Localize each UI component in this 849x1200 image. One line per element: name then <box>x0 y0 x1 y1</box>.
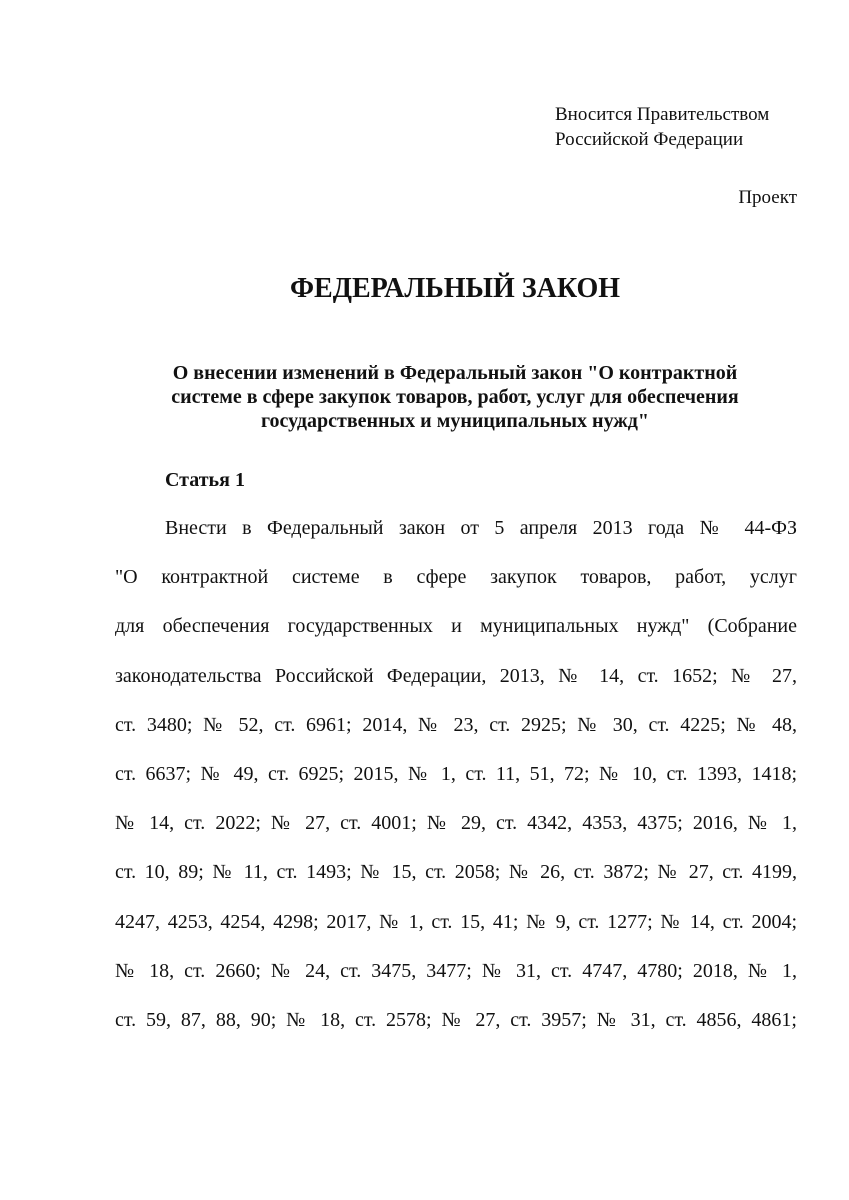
subtitle-line: государственных и муниципальных нужд" <box>260 410 650 432</box>
article-heading: Статья 1 <box>165 469 245 491</box>
article-body <box>115 504 797 1045</box>
body-line: для обеспечения государственных и муниципальных нужд" (Собрание <box>115 615 797 638</box>
submitter-block <box>555 102 769 152</box>
body-line: № 18, ст. 2660; № 24, ст. 3475, 3477; № 31, ст. 4747, 4780; 2018, № 1, <box>115 959 797 982</box>
body-line: ст. 6637; № 49, ст. 6925; 2015, № 1, ст. 11, 51, 72; № 10, ст. 1393, 1418; <box>115 762 797 785</box>
body-line: ст. 3480; № 52, ст. 6961; 2014, № 23, ст. 2925; № 30, ст. 4225; № 48, <box>115 713 797 736</box>
subtitle-line: О внесении изменений в Федеральный закон "О контрактной <box>172 362 738 384</box>
document-subtitle <box>0 361 849 433</box>
body-line: 4247, 4253, 4254, 4298; 2017, № 1, ст. 15, 41; № 9, ст. 1277; № 14, ст. 2004; <box>115 910 797 933</box>
draft-status: Проект <box>738 187 797 208</box>
submitter-line: Российской Федерации <box>555 129 744 150</box>
subtitle-line: системе в сфере закупок товаров, работ, услуг для обеспечения <box>171 386 739 408</box>
document-title: ФЕДЕРАЛЬНЫЙ ЗАКОН <box>290 273 620 304</box>
body-line: законодательства Российской Федерации, 2013, № 14, ст. 1652; № 27, <box>115 664 797 687</box>
body-line: Внести в Федеральный закон от 5 апреля 2013 года № 44-ФЗ <box>165 517 797 539</box>
submitter-line: Вносится Правительством <box>555 104 770 125</box>
body-line: "О контрактной системе в сфере закупок товаров, работ, услуг <box>115 566 797 589</box>
body-line: ст. 10, 89; № 11, ст. 1493; № 15, ст. 2058; № 26, ст. 3872; № 27, ст. 4199, <box>115 861 797 884</box>
body-line: № 14, ст. 2022; № 27, ст. 4001; № 29, ст. 4342, 4353, 4375; 2016, № 1, <box>115 812 797 835</box>
body-line: ст. 59, 87, 88, 90; № 18, ст. 2578; № 27, ст. 3957; № 31, ст. 4856, 4861; <box>115 1008 797 1031</box>
